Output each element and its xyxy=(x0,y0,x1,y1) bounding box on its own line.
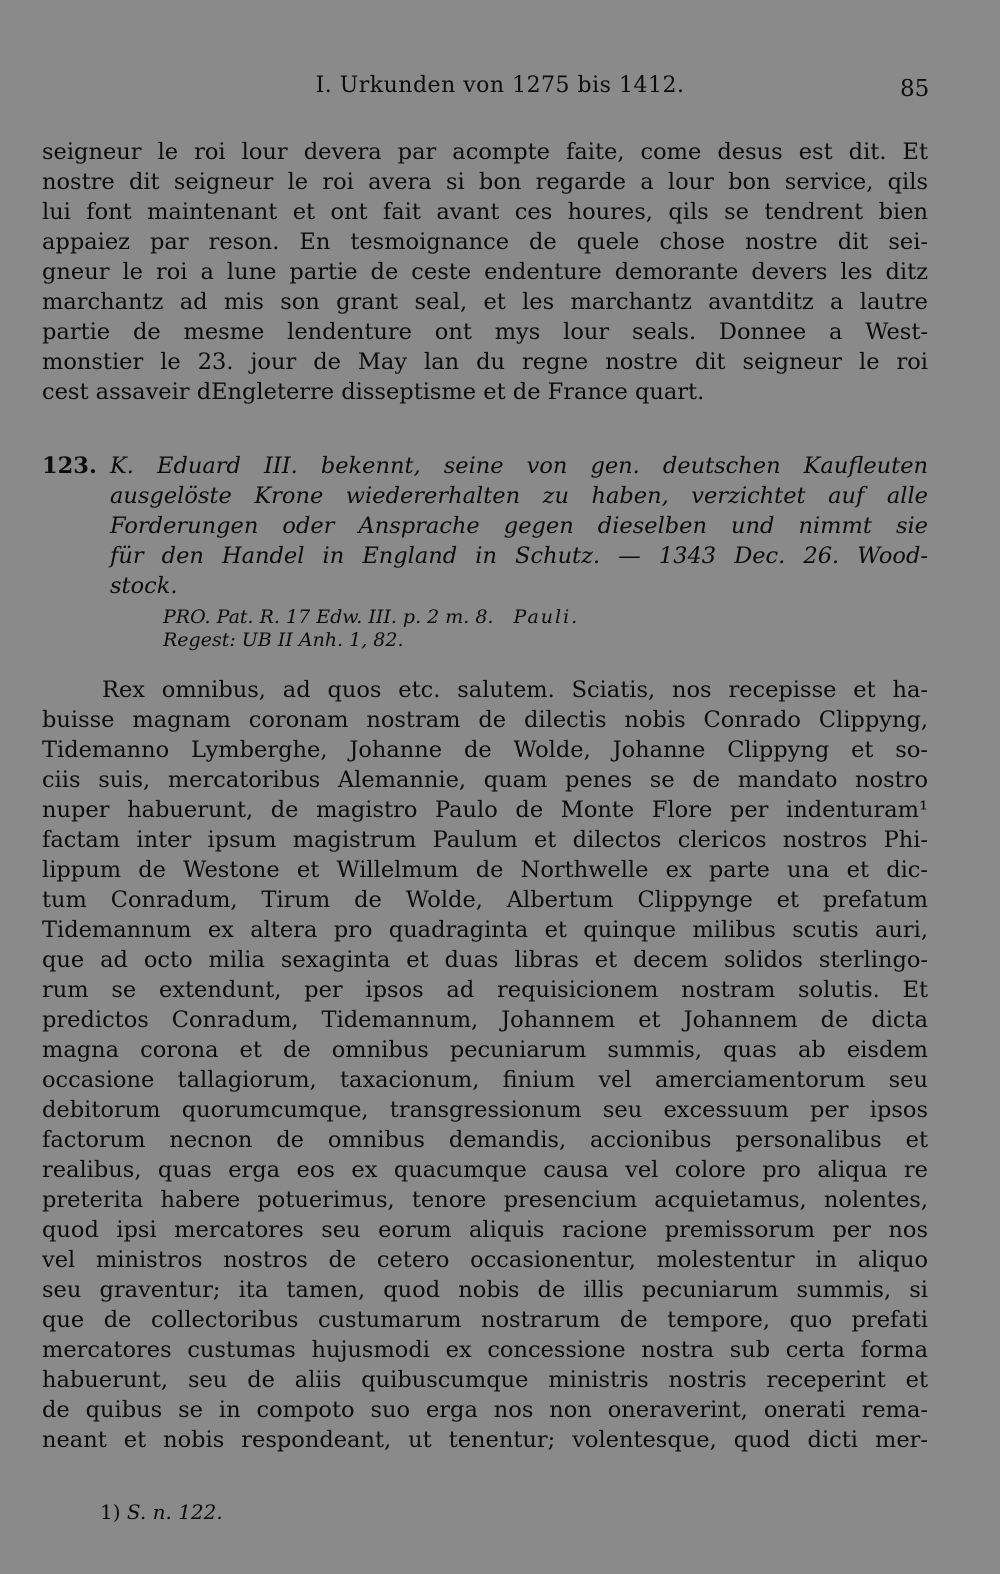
body-line: quod ipsi mercatores seu eorum aliquis racione premissorum per nos xyxy=(42,1217,928,1243)
text-line: cest assaveir dEngleterre disseptisme et de France quart. xyxy=(42,379,705,405)
body-line: que de collectoribus custumarum nostrarum de tempore, quo prefati xyxy=(42,1307,928,1333)
body-line: factorum necnon de omnibus demandis, accionibus personalibus et xyxy=(42,1127,928,1153)
text-line: partie de mesme lendenture ont mys lour seals. Donnee a West- xyxy=(42,319,928,345)
body-line: preterita habere potuerimus, tenore presencium acquietamus, nolentes, xyxy=(42,1187,928,1213)
body-line: ciis suis, mercatoribus Alemannie, quam penes se de mandato nostro xyxy=(42,767,928,793)
body-line: magna corona et de omnibus pecuniarum summis, quas ab eisdem xyxy=(42,1037,928,1063)
body-line: rum se extendunt, per ipsos ad requisicionem nostram solutis. Et xyxy=(42,977,928,1003)
body-line: occasione tallagiorum, taxacionum, finium vel amerciamentorum seu xyxy=(42,1067,928,1093)
text-line: marchantz ad mis son grant seal, et les marchantz avantditz a lautre xyxy=(42,289,928,315)
footnote-marker: 1) xyxy=(100,1500,121,1524)
text-line: monstier le 23. jour de May lan du regne nostre dit seigneur le roi xyxy=(42,349,928,375)
body-line: realibus, quas erga eos ex quacumque causa vel colore pro aliqua re xyxy=(42,1157,928,1183)
heading-text: K. Eduard III. bekennt, seine von gen. deutschen Kaufleuten xyxy=(110,453,928,479)
body-line: vel ministros nostros de cetero occasionentur, molestentur in aliquo xyxy=(42,1247,928,1273)
body-line: debitorum quorumcumque, transgressionum seu excessuum per ipsos xyxy=(42,1097,928,1123)
source-author: Pauli. xyxy=(513,606,580,628)
heading-line: Forderungen oder Ansprache gegen dieselben und nimmt sie xyxy=(110,513,928,539)
body-line: Tidemannum ex altera pro quadraginta et quinque milibus scutis auri, xyxy=(42,917,928,943)
header-title: I. Urkunden von 1275 bis 1412. xyxy=(315,73,685,98)
body-line: seu graventur; ita tamen, quod nobis de illis pecuniarum summis, si xyxy=(42,1277,928,1303)
body-line: tum Conradum, Tirum de Wolde, Albertum Clippynge et prefatum xyxy=(42,887,928,913)
regest-line: Regest: UB II Anh. 1, 82. xyxy=(163,629,404,651)
source-archive: PRO. Pat. R. 17 Edw. III. p. 2 m. 8. xyxy=(163,606,494,628)
body-line: habuerunt, seu de aliis quibuscumque ministris nostris receperint et xyxy=(42,1367,928,1393)
body-line: nuper habuerunt, de magistro Paulo de Monte Flore per indenturam¹ xyxy=(42,797,928,823)
text-line: gneur le roi a lune partie de ceste endenture demorante devers les ditz xyxy=(42,259,928,285)
body-line: Rex omnibus, ad quos etc. salutem. Sciatis, nos recepisse et ha- xyxy=(102,677,928,703)
heading-line: für den Handel in England in Schutz. — 1343 Dec. 26. Wood- xyxy=(110,543,928,569)
source-line xyxy=(163,606,863,629)
body-line: predictos Conradum, Tidemannum, Johannem et Johannem de dicta xyxy=(42,1007,928,1033)
source-reference xyxy=(163,606,863,652)
body-line: Tidemanno Lymberghe, Johanne de Wolde, Johanne Clippyng et so- xyxy=(42,737,928,763)
heading-line: ausgelöste Krone wiedererhalten zu haben, verzichtet auf alle xyxy=(110,483,928,509)
body-line: factam inter ipsum magistrum Paulum et dilectos clericos nostros Phi- xyxy=(42,827,928,853)
document-body xyxy=(42,675,928,1455)
heading-line: stock. xyxy=(110,573,178,599)
body-line: mercatores custumas hujusmodi ex concessione nostra sub certa forma xyxy=(42,1337,928,1363)
body-line: buisse magnam coronam nostram de dilectis nobis Conrado Clippyng, xyxy=(42,707,928,733)
footnote-text: S. n. 122. xyxy=(126,1500,223,1524)
text-line: appaiez par reson. En tesmoignance de quele chose nostre dit sei- xyxy=(42,229,928,255)
continuation-paragraph xyxy=(42,137,928,407)
body-line: que ad octo milia sexaginta et duas libras et decem solidos sterlingo- xyxy=(42,947,928,973)
body-line: de quibus se in compoto suo erga nos non oneraverint, onerati rema- xyxy=(42,1397,928,1423)
body-line: lippum de Westone et Willelmum de Northwelle ex parte una et dic- xyxy=(42,857,928,883)
document-heading xyxy=(42,451,928,601)
text-line: nostre dit seigneur le roi avera si bon regarde a lour bon service, qils xyxy=(42,169,928,195)
page-number: 85 xyxy=(900,76,930,102)
text-line: seigneur le roi lour devera par acompte faite, come desus est dit. Et xyxy=(42,139,928,165)
document-number: 123. xyxy=(42,453,97,479)
heading-line-first xyxy=(42,451,928,481)
text-line: lui font maintenant et ont fait avant ces houres, qils se tendrent bien xyxy=(42,199,928,225)
footnote xyxy=(100,1500,223,1524)
body-line: neant et nobis respondeant, ut tenentur; volentesque, quod dicti mer- xyxy=(42,1427,928,1453)
